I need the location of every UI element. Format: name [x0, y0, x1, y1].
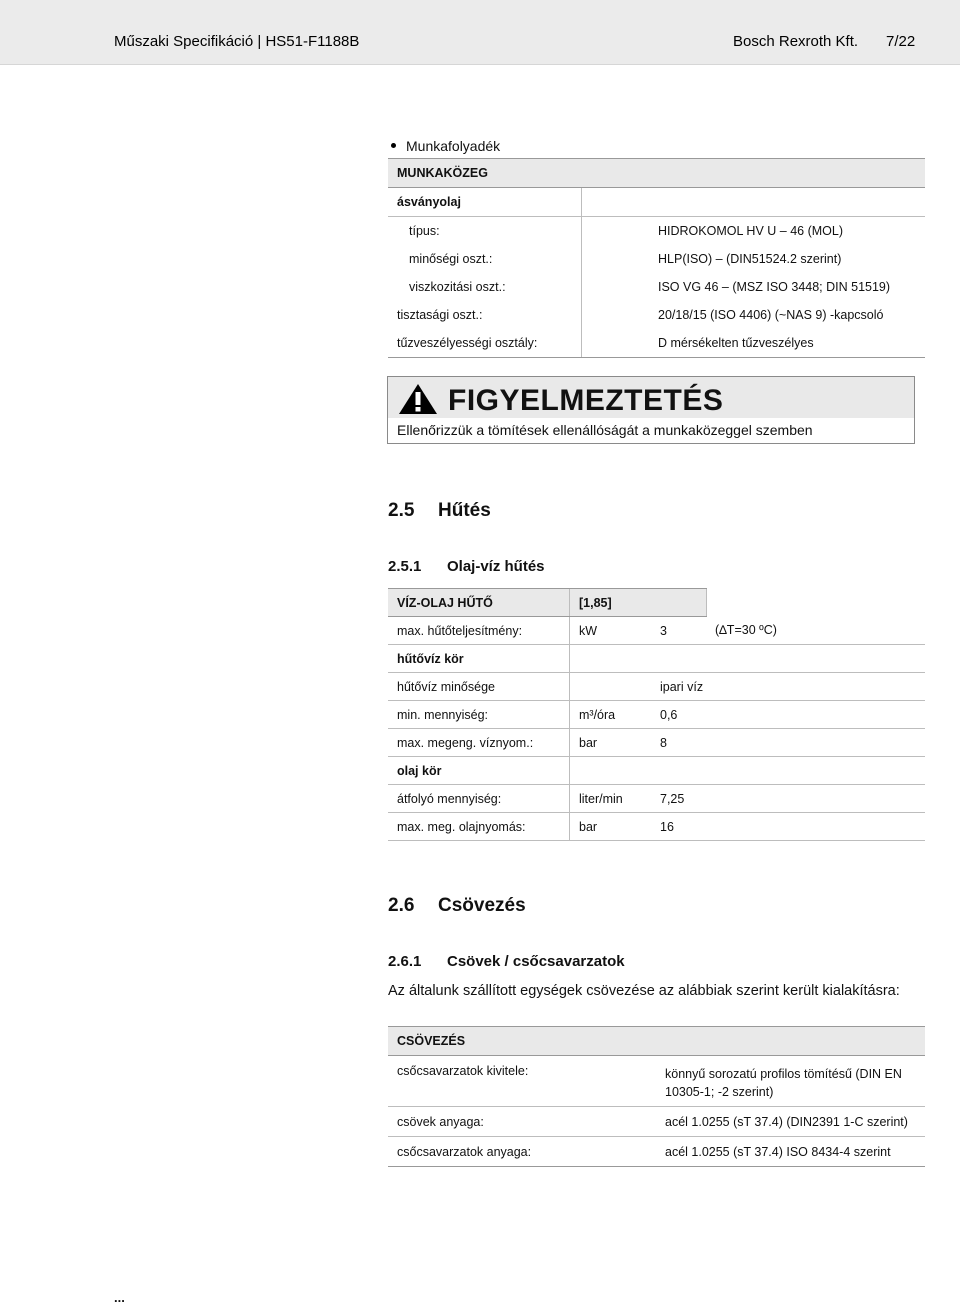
row-label: min. mennyiség:: [388, 701, 570, 729]
row-label: csőcsavarzatok kivitele:: [388, 1056, 649, 1107]
warning-header: [388, 377, 914, 418]
row-label: csövek anyaga:: [388, 1107, 649, 1137]
table-cell: [706, 813, 925, 841]
table-row: [388, 729, 925, 757]
section-heading-2-5-1: [388, 558, 545, 575]
row-label: minőségi oszt.:: [409, 252, 493, 266]
table-row: [388, 273, 925, 301]
cooler-code: [1,85]: [570, 589, 652, 617]
section-number: 2.6: [388, 895, 415, 916]
table-header-row: [388, 159, 925, 188]
table-cell: [706, 589, 925, 617]
row-label: max. hűtőteljesítmény:: [388, 617, 570, 645]
table-cell: [706, 701, 925, 729]
row-unit: bar: [570, 813, 652, 841]
warning-title: FIGYELMEZTETÉS: [448, 384, 724, 417]
page-number: 7/22: [886, 33, 916, 50]
table-row: [388, 617, 925, 645]
bullet-dot-icon: [391, 143, 396, 148]
table-cell: [651, 757, 706, 785]
row-unit: liter/min: [570, 785, 652, 813]
table-cell: [706, 645, 925, 673]
table-title: VÍZ-OLAJ HŰTŐ: [388, 589, 570, 617]
row-value-line: könnyű sorozatú profilos tömítésű (DIN EN: [665, 1067, 902, 1081]
table-row: [388, 301, 925, 329]
table-row: [388, 785, 925, 813]
row-note: (∆T=30 ºC): [706, 617, 925, 645]
row-value: D mérsékelten tűzveszélyes: [582, 329, 926, 358]
section-heading-2-5: [388, 500, 491, 522]
table-row: [388, 645, 925, 673]
section-number: 2.5.1: [388, 558, 422, 575]
row-value: ISO VG 46 – (MSZ ISO 3448; DIN 51519): [582, 273, 926, 301]
row-value: 16: [651, 813, 706, 841]
table-title: CSÖVEZÉS: [388, 1027, 925, 1056]
table-row: [388, 813, 925, 841]
row-value: acél 1.0255 (sT 37.4) ISO 8434-4 szerint: [649, 1137, 925, 1167]
row-value: 0,6: [651, 701, 706, 729]
table-cell: [651, 589, 706, 617]
table-cell: [582, 188, 926, 217]
bullet-text: Munkafolyadék: [406, 138, 501, 154]
table-title: MUNKAKÖZEG: [388, 159, 925, 188]
table-row: [388, 1137, 925, 1167]
table-cell: [570, 673, 652, 701]
table-cell: [706, 785, 925, 813]
row-value: [649, 1056, 925, 1107]
row-label: hűtővíz kör: [388, 645, 570, 673]
piping-intro: Az általunk szállított egységek csövezése az alábbiak szerint került kialakításra:: [388, 983, 900, 999]
table-row: [388, 245, 925, 273]
table-row: [388, 329, 925, 358]
row-value-line: 10305-1; -2 szerint): [665, 1085, 774, 1099]
table-header-row: [388, 1027, 925, 1056]
section-title: Olaj-víz hűtés: [447, 558, 545, 575]
warning-box: [387, 376, 915, 444]
warning-text: Ellenőrizzük a tömítések ellenállóságát a munkaközeggel szemben: [397, 422, 813, 438]
section-number: 2.6.1: [388, 953, 422, 970]
row-label: tisztasági oszt.:: [397, 308, 483, 322]
table-row: [388, 188, 925, 217]
table-row: [388, 217, 925, 246]
row-unit: bar: [570, 729, 652, 757]
warning-icon: [398, 383, 438, 420]
row-label: típus:: [409, 224, 440, 238]
row-label: átfolyó mennyiség:: [388, 785, 570, 813]
row-value: HIDROKOMOL HV U – 46 (MOL): [582, 217, 926, 246]
table-row: [388, 701, 925, 729]
medium-table: [388, 158, 925, 358]
section-number: 2.5: [388, 500, 415, 521]
bullet-item: [391, 138, 500, 154]
row-value: ipari víz: [651, 673, 925, 701]
table-cell: [706, 729, 925, 757]
row-value: 3: [651, 617, 706, 645]
section-heading-2-6-1: [388, 953, 625, 970]
row-unit: kW: [570, 617, 652, 645]
row-label: olaj kör: [388, 757, 570, 785]
row-value: 8: [651, 729, 706, 757]
document-title: Műszaki Specifikáció | HS51-F1188B: [114, 33, 360, 50]
footer-ellipsis: ...: [114, 1290, 125, 1305]
row-label: hűtővíz minősége: [388, 673, 570, 701]
table-row: [388, 1056, 925, 1107]
section-title: Csövezés: [438, 895, 526, 916]
section-title: Hűtés: [438, 500, 491, 521]
section-heading-2-6: [388, 895, 526, 917]
table-header-row: [388, 589, 925, 617]
section-title: Csövek / csőcsavarzatok: [447, 953, 625, 970]
row-value: acél 1.0255 (sT 37.4) (DIN2391 1-C szerint): [649, 1107, 925, 1137]
table-row: [388, 673, 925, 701]
row-value: 20/18/15 (ISO 4406) (~NAS 9) -kapcsoló: [582, 301, 926, 329]
row-label: max. megeng. víznyom.:: [388, 729, 570, 757]
table-cell: [570, 757, 652, 785]
row-value: 7,25: [651, 785, 706, 813]
row-unit: m³/óra: [570, 701, 652, 729]
section-label: ásványolaj: [388, 188, 582, 217]
row-label: viszkozitási oszt.:: [409, 280, 506, 294]
cooler-table: [388, 588, 925, 841]
table-row: [388, 757, 925, 785]
piping-table: [388, 1026, 925, 1167]
table-cell: [570, 645, 652, 673]
table-cell: [651, 645, 706, 673]
page-header: [0, 0, 960, 65]
row-value: HLP(ISO) – (DIN51524.2 szerint): [582, 245, 926, 273]
table-row: [388, 1107, 925, 1137]
row-label: max. meg. olajnyomás:: [388, 813, 570, 841]
row-label: csőcsavarzatok anyaga:: [388, 1137, 649, 1167]
company-name: Bosch Rexroth Kft.: [733, 33, 859, 50]
row-label: tűzveszélyességi osztály:: [388, 329, 582, 358]
table-cell: [706, 757, 925, 785]
